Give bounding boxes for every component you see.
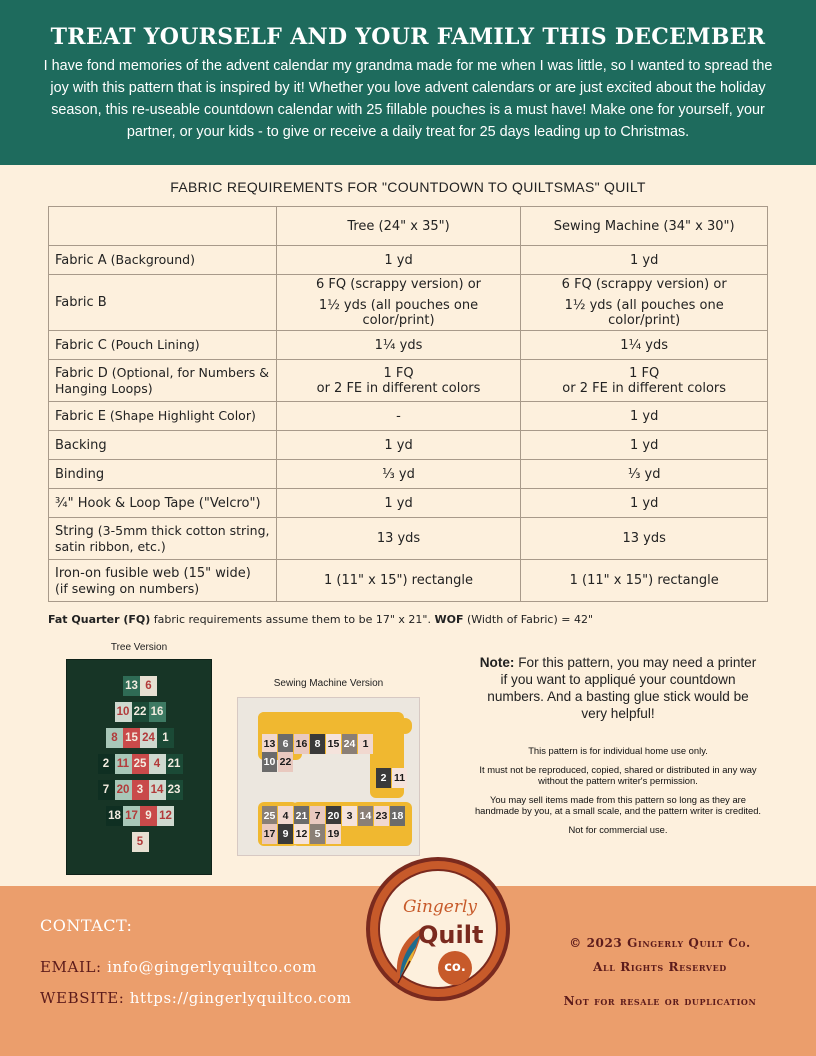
table-row (49, 246, 768, 275)
tree-number-pouch: 15 (123, 728, 140, 748)
machine-number-pouch: 25 (262, 806, 277, 826)
logo-text-co: co. (438, 951, 472, 985)
row-label (49, 489, 277, 518)
website-link[interactable]: https://gingerlyquiltco.com (129, 989, 352, 1007)
email-link[interactable]: info@gingerlyquiltco.com (107, 958, 317, 976)
cell-line: 1¼ yds (620, 337, 669, 353)
fabric-requirements-table (48, 206, 768, 602)
machine-number-pouch: 10 (262, 752, 277, 772)
terms-line-2: It must not be reproduced, copied, shared or distributed in any way without the pattern writer's permission. (479, 763, 757, 786)
cell-line: 1 yd (384, 437, 413, 453)
cell-tree (276, 431, 521, 460)
tree-number-pouch: 2 (98, 754, 115, 774)
tree-number-pouch: 12 (157, 806, 174, 826)
row-label (49, 518, 277, 560)
tree-number-pouch: 24 (140, 728, 157, 748)
tree-number-pouch: 3 (132, 780, 149, 800)
tree-number-pouch: 10 (115, 702, 132, 722)
cell-line: 1½ yds (all pouches one color/print) (318, 298, 479, 328)
machine-number-pouch: 18 (390, 806, 405, 826)
cell-line: ⅓ yd (382, 466, 415, 482)
tree-number-pouch: 25 (132, 754, 149, 774)
terms-line-1: This pattern is for individual home use only. (528, 745, 708, 756)
logo-text-quilt: Quilt (418, 921, 484, 949)
note-box (478, 654, 758, 722)
machine-number-pouch: 11 (392, 768, 407, 788)
cell-machine (521, 360, 768, 402)
table-row (49, 402, 768, 431)
cell-tree (276, 402, 521, 431)
cell-tree (276, 331, 521, 360)
terms-line-3: You may sell items made from this pattern so long as they are handmade by you, at a small scale, and the pattern writer is credited. (474, 793, 762, 816)
email-label: EMAIL: (40, 958, 102, 976)
table-row (49, 518, 768, 560)
cell-line: 1 yd (384, 252, 413, 268)
cell-machine (521, 246, 768, 275)
tree-number-pouch: 9 (140, 806, 157, 826)
machine-version-caption: Sewing Machine Version (273, 678, 384, 689)
cell-line: ⅓ yd (627, 466, 661, 482)
machine-number-pouch: 16 (294, 734, 309, 754)
cell-tree (276, 460, 521, 489)
contact-heading: CONTACT: (40, 916, 133, 935)
tree-number-pouch: 7 (98, 780, 115, 800)
cell-machine (521, 431, 768, 460)
machine-number-pouch: 3 (342, 806, 357, 826)
machine-number-pouch: 8 (310, 734, 325, 754)
cell-line: or 2 FE in different colors (316, 380, 481, 396)
cell-line: 1 FQ (629, 365, 660, 381)
cell-line: 1 yd (629, 408, 659, 424)
logo-text-gingerly: Gingerly (402, 897, 478, 917)
cell-line: 13 yds (622, 531, 666, 546)
machine-number-pouch: 24 (342, 734, 357, 754)
machine-number-pouch: 14 (358, 806, 373, 826)
machine-number-pouch: 6 (278, 734, 293, 754)
row-name: Backing (55, 437, 107, 453)
row-sub: (Shape Highlight Color) (105, 408, 256, 423)
cell-tree (276, 489, 521, 518)
tree-number-pouch: 13 (123, 676, 140, 696)
machine-number-pouch: 1 (358, 734, 373, 754)
cell-machine (521, 518, 768, 560)
row-name: Fabric D (55, 365, 108, 381)
copyright-text: © 2023 Gingerly Quilt Co. (569, 936, 751, 950)
table-row (49, 489, 768, 518)
note-text: For this pattern, you may need a printer if you want to appliqué your countdown numbers. And a basting glue stick would be very helpful! (487, 655, 757, 721)
gingerly-quilt-logo (366, 857, 510, 1001)
row-label (49, 275, 277, 331)
terms-line-4: Not for commercial use. (568, 823, 668, 835)
email-line (40, 958, 317, 976)
row-sub: (if sewing on numbers) (55, 580, 200, 596)
tree-number-pouch: 23 (166, 780, 183, 800)
cell-line: 6 FQ (scrappy version) or (316, 277, 482, 292)
machine-number-pouch: 7 (310, 806, 325, 826)
cell-line: 1 yd (629, 437, 659, 453)
machine-number-pouch: 21 (294, 806, 309, 826)
table-header-tree: Tree (24" x 35") (276, 207, 521, 246)
machine-number-pouch: 22 (278, 752, 293, 772)
machine-number-pouch: 17 (262, 824, 277, 844)
row-label (49, 402, 277, 431)
rights-text: All Rights Reserved (593, 960, 727, 974)
row-label (49, 560, 277, 602)
table-title: FABRIC REQUIREMENTS FOR "COUNTDOWN TO QUILTSMAS" QUILT (170, 179, 646, 195)
cell-line: 1 (11" x 15") rectangle (569, 573, 719, 588)
cell-machine (521, 460, 768, 489)
tree-version-caption: Tree Version (110, 642, 168, 653)
wof-text: (Width of Fabric) = 42" (463, 613, 594, 626)
tree-number-pouch: 18 (106, 806, 123, 826)
row-name: Fabric B (55, 295, 107, 310)
tree-number-pouch: 17 (123, 806, 140, 826)
row-label (49, 460, 277, 489)
cell-line: 1 yd (629, 495, 659, 511)
machine-number-pouch: 23 (374, 806, 389, 826)
wof-label: WOF (434, 613, 464, 626)
row-name: Fabric E (55, 409, 106, 424)
tree-number-pouch: 4 (149, 754, 166, 774)
table-row (49, 275, 768, 331)
machine-number-pouch: 15 (326, 734, 341, 754)
row-name: Fabric A (55, 253, 107, 268)
logo-inner-circle (378, 869, 498, 989)
row-label (49, 246, 277, 275)
machine-number-pouch: 5 (310, 824, 325, 844)
table-row (49, 360, 768, 402)
cell-machine (521, 331, 768, 360)
machine-number-pouch: 4 (278, 806, 293, 826)
usage-terms (468, 745, 768, 842)
cell-machine (521, 489, 768, 518)
machine-version-image (237, 697, 420, 856)
tree-version-image (66, 659, 212, 875)
tree-number-pouch: 1 (157, 728, 174, 748)
row-label (49, 331, 277, 360)
website-line (40, 989, 352, 1007)
cell-tree (276, 246, 521, 275)
page-title: TREAT YOURSELF AND YOUR FAMILY THIS DECEMBER (50, 24, 766, 50)
table-row (49, 431, 768, 460)
resale-text: Not for resale or duplication (563, 994, 757, 1008)
table-header-empty (49, 207, 277, 246)
cell-line: 1 yd (384, 495, 413, 511)
cell-line: 1 FQ (383, 365, 414, 381)
tree-number-pouch: 20 (115, 780, 132, 800)
machine-wheel (398, 718, 412, 734)
tree-number-pouch: 16 (149, 702, 166, 722)
cell-line: 13 yds (376, 531, 421, 546)
table-row (49, 560, 768, 602)
cell-machine (521, 560, 768, 602)
table-header-machine: Sewing Machine (34" x 30") (521, 207, 768, 246)
cell-line: - (396, 408, 401, 424)
row-name: Binding (55, 466, 105, 482)
tree-number-pouch: 22 (132, 702, 149, 722)
machine-number-pouch: 12 (294, 824, 309, 844)
machine-number-pouch: 9 (278, 824, 293, 844)
tree-number-pouch: 21 (166, 754, 183, 774)
cell-line: 1¼ yds (374, 337, 423, 353)
row-sub: (3-5mm thick cotton string, satin ribbon, etc.) (55, 522, 270, 554)
note-label: Note: (479, 655, 515, 670)
row-label (49, 431, 277, 460)
machine-number-pouch: 19 (326, 824, 341, 844)
row-name: Iron-on fusible web (15" wide) (55, 565, 251, 581)
cell-machine (521, 402, 768, 431)
cell-tree (276, 560, 521, 602)
machine-number-pouch: 20 (326, 806, 341, 826)
header-banner (0, 0, 816, 165)
intro-paragraph: I have fond memories of the advent calendar my grandma made for me when I was little, so I wanted to spread the joy with this pattern that is inspired by it! Whether you love advent calendars or are just excited about the holiday season, this re-useable countdown calendar with 25 fillable pouches is a must have! Make one for yourself, your partner, or your kids - to give or receive a daily treat for 25 days leading up to Christmas. (43, 58, 773, 140)
cell-tree (276, 275, 521, 331)
machine-number-pouch: 13 (262, 734, 277, 754)
tree-number-pouch: 14 (149, 780, 166, 800)
table-row (49, 460, 768, 489)
tree-number-pouch: 8 (106, 728, 123, 748)
fq-label: Fat Quarter (FQ) (48, 613, 151, 626)
tree-number-pouch: 5 (132, 832, 149, 852)
tree-number-pouch: 11 (115, 754, 132, 774)
row-sub: (Pouch Lining) (106, 337, 200, 352)
cell-tree (276, 518, 521, 560)
cell-line: 1 yd (629, 252, 659, 268)
row-name: String (55, 523, 94, 539)
row-name: ¾" Hook & Loop Tape ("Velcro") (55, 495, 261, 511)
row-sub: (Optional, for Numbers & Hanging Loops) (55, 364, 270, 396)
cell-line: or 2 FE in different colors (562, 380, 727, 396)
machine-number-pouch: 2 (376, 768, 391, 788)
cell-line: 1½ yds (all pouches one color/print) (564, 298, 724, 328)
cell-tree (276, 360, 521, 402)
cell-machine (521, 275, 768, 331)
fq-text: fabric requirements assume them to be 17" x 21". (150, 613, 435, 626)
row-name: Fabric C (55, 338, 107, 353)
fabric-footnote (48, 613, 593, 626)
row-label (49, 360, 277, 402)
table-row (49, 331, 768, 360)
tree-number-pouch: 6 (140, 676, 157, 696)
row-sub: (Background) (106, 252, 195, 267)
cell-line: 6 FQ (scrappy version) or (561, 277, 727, 292)
cell-line: 1 (11" x 15") rectangle (323, 573, 474, 588)
website-label: WEBSITE: (40, 989, 125, 1007)
